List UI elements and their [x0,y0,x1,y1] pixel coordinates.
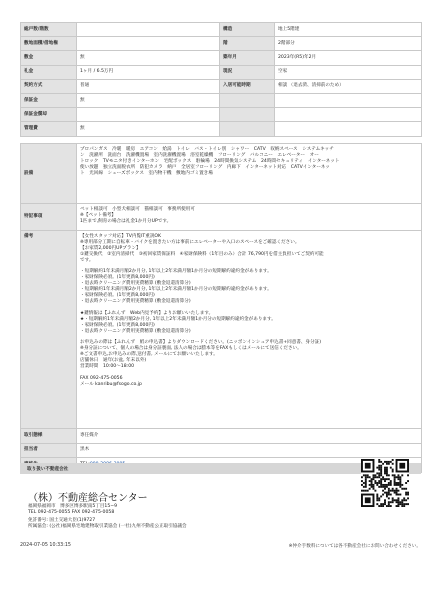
notes-line: ・退去時クリーニング費用実費精算 (敷金返還清算分) [80,281,191,287]
summary-label-left: 敷金 [21,51,77,65]
summary-label-left: 総戸数/階数 [21,23,77,37]
summary-label-right [220,122,275,136]
summary-row [21,108,422,122]
summary-label-right: 築年月 [220,51,275,65]
summary-label-right [220,93,275,107]
equipment-line: 使い放題 独立洗面脱衣所 防犯カメラ 納戸 全居室フローリング 内廊下 インターネット対応 CATVインターネッ [80,164,330,170]
agent-company-name: （株）不動産総合センター [28,493,148,504]
agent-association: 所属協会: (公社)福岡県宅地建物取引業協会 (一社)九州不動産公正取引協議会 [28,524,187,530]
notes-line: です。 [80,257,94,263]
property-summary-table [20,22,422,137]
notes-line: ※専用部分工期に自転車・バイクを置きたい方は事前にエレベーターや入口のスペースをご確認ください。 [80,239,300,245]
summary-row [21,79,422,93]
summary-value-right: 空家 [275,65,422,79]
summary-row [21,51,422,65]
summary-value-left: 無 [77,122,220,136]
notes-line: ・短期解約1年未満月額2か月分, 1年以上2年未満月額1か月分の短期解約違約金があります。 [80,269,272,275]
agent-license: 免許番号: 国土交通大臣(1)9727 [28,517,96,523]
notes-line: ★・短期解約1年未満月額2か月分, 1年以上2年未満月額1か月分の短期解約違約金があります。 [80,316,276,322]
summary-label-left: 保証金償却 [21,108,77,122]
notes-line: ・家財保険必須。(1年更新8,000円) [80,293,155,299]
notes-line: ・退去時クリーニング費用実費精算 (敷金返還清算分) [80,328,191,334]
summary-row [21,23,422,37]
notes-line: ・短期解約1年未満月額2か月分, 1年以上2年未満月額1か月分の短期解約違約金があります。 [80,287,272,293]
summary-label-left: 保証金 [21,93,77,107]
manager-value: 黒木 [77,443,422,458]
notes-line: メール kanribu@fsogo.co.jp [80,381,142,387]
summary-label-right: 構造 [220,23,275,37]
summary-label-left: 契約方式 [21,79,77,93]
equipment-line: プロパンガス 冷暖 暖房 エアコン 給湯 トイレ バス・トイレ別 シャワー CATV 収納スペース システムキッチ [80,147,334,152]
notes-line: ・家財保険必須。(1年更新8,000円) [80,322,155,328]
agent-details [28,503,187,530]
notes-line: ★鍵情報は【ふれんず Web内見予約】よりお願いいたします。 [80,310,214,316]
summary-label-left: 敷地面積/借地権 [21,37,77,51]
summary-value-right: 2階部分 [275,37,422,51]
summary-value-left: 無 [77,93,220,107]
equipment-line: ン 洗濯所 洗面台 洗濯機置場 室内洗濯機置場 浴室乾燥機 フローリング バルコニー エレベーター オー [80,152,319,158]
summary-label-right: 入居可能時期 [220,79,275,93]
notes-line: 店舗休日 通年(お盆, 年末以外) [80,358,147,364]
notes-text [77,231,422,429]
features-label: 特記事項 [21,204,77,231]
summary-value-right [275,108,422,122]
summary-label-right: 現況 [220,65,275,79]
notes-line: 【お家賃2,000円UPプラン】 [80,245,141,251]
fee-notice: ※仲介手数料については各不動産会社にお問い合わせください。 [288,544,421,549]
agent-section-title: 取り扱い不動産会社 [27,466,69,472]
features-line: ペット相談可 小型犬相談可 猫相談可 事務所使用可 [80,207,195,212]
summary-label-left: 管理費 [21,122,77,136]
notes-line: FAX 092-475-0056 [80,375,123,381]
notes-line: ・退去時クリーニング費用実費精算 (敷金返還清算分) [80,299,191,305]
transaction-value: 専任媒介 [77,429,422,444]
summary-label-right: 階 [220,37,275,51]
equipment-list [77,144,422,204]
notes-line: ・家財保険必須。(1年更新8,000円) [80,275,155,281]
summary-value-right [275,122,422,136]
notes-line: ①鍵交換代 ②室内清掃代 ③初回家賃保証料 ④家財保険料（1年目のみ）合計 76,790円を借主負担いてご契約可能 [80,251,324,257]
summary-label-right [220,108,275,122]
manager-label: 担当者 [21,443,77,458]
agent-address: 福岡県福岡市 博多区博多駅南5丁目15−9 [28,504,118,509]
summary-row [21,93,422,107]
print-date: 2024-07-05 10:33:15 [20,543,71,548]
features-list [77,204,422,231]
summary-value-left: 普通 [77,79,220,93]
qr-code-icon[interactable] [361,459,409,507]
notes-line: 営業時間 10:00～18:00 [80,364,135,370]
notes-line: ※身分証について、個人の場合は身分証裏面, 法人の場合は謄本等をFAXもしくはメールにて送信ください。 [80,346,302,352]
features-line: ※【ペット備考】 [80,212,117,218]
summary-value-left [77,23,220,37]
summary-value-right: 相談 （退去済、清掃前のため） [275,79,422,93]
summary-value-right [275,93,422,107]
summary-value-left [77,108,220,122]
notes-line: お申込みの際は【ふれんず 紙の申込書】よりダウンロードください。(ニッポンインシュア申込書+同意書、身分証) [80,340,322,346]
summary-row [21,122,422,136]
agent-tel-fax: TEL 092-475-0055 FAX 092-475-0058 [28,509,115,515]
equipment-line: トロック TVモニタ付きインターホン 宅配ボックス 駐輪場 24時間換気システム 24時間セキュリティ インターネット [80,158,340,164]
summary-value-left [77,37,220,51]
summary-value-left: 無 [77,51,220,65]
notes-label: 備考 [21,231,77,429]
summary-label-left: 礼金 [21,65,77,79]
property-details-table [20,143,422,473]
equipment-line: ト 光回線 シューズボックス 室内物干機 敷地内ゴミ置き場 [80,170,213,176]
summary-value-left: 1ヶ月 / 6.5万円 [77,65,220,79]
features-line: 1匹まで,飼育の場合は礼金1か月分UPです。 [80,218,172,224]
notes-line: ※ご文書申込,お申込みの際,送付書, メールにてお願いいたします。 [80,352,218,358]
equipment-label: 設備 [21,144,77,204]
transaction-label: 取引態様 [21,429,77,444]
summary-value-right: 2023年(R5)年2月 [275,51,422,65]
notes-line: 【女性スタッフ対応】TV内覧IT重説OK [80,234,162,239]
summary-row [21,37,422,51]
summary-row [21,65,422,79]
summary-value-right: 地上5階建 [275,23,422,37]
